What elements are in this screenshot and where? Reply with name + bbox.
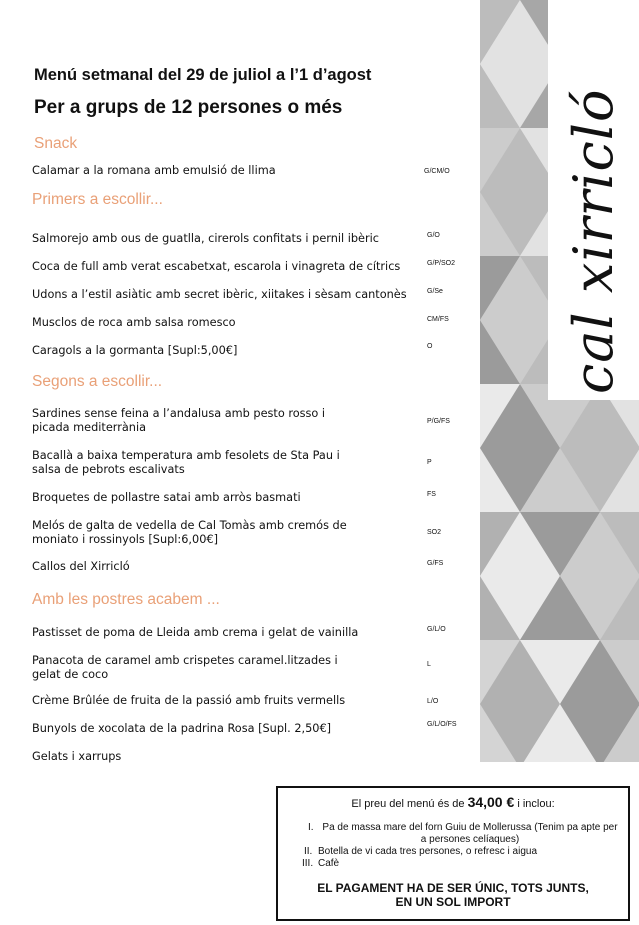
menu-item: Melós de galta de vedella de Cal Tomàs amb cremós de moniato i rossinyols [Supl:6,00€] [32, 519, 347, 546]
menu-item: Caragols a la gormanta [Supl:5,00€] [32, 344, 238, 357]
include-text: Botella de vi cada tres persones, o refresc i aigua [318, 846, 538, 857]
menu-item: Bacallà a baixa temperatura amb fesolets de Sta Pau i salsa de pebrots escalivats [32, 449, 340, 476]
price-intro-after: i inclou: [517, 798, 555, 810]
allergen-code: P/G/FS [427, 418, 450, 425]
menu-item: Coca de full amb verat escabetxat, escarola i vinagreta de cítrics [32, 260, 401, 273]
section-title-primers: Primers a escollir... [32, 191, 163, 208]
menu-item: Callos del Xirricló [32, 560, 130, 573]
include-text: Pa de massa mare del forn Guiu de Mollerussa (Tenim pa apte per a persones celíaques) [322, 822, 618, 845]
menu-item: Bunyols de xocolata de la padrina Rosa [Supl. 2,50€] [32, 722, 332, 735]
price-intro: El preu del menú és de [351, 798, 465, 810]
price-amount: 34,00 € [467, 794, 515, 810]
section-title-postres: Amb les postres acabem ... [32, 591, 220, 608]
allergen-code: G/CM/O [424, 168, 450, 175]
include-number: II. [304, 846, 313, 857]
price-info-box [276, 786, 630, 921]
logo [548, 0, 639, 400]
menu-item: Panacota de caramel amb crispetes caramel.litzades i gelat de coco [32, 654, 338, 681]
price-line [278, 794, 628, 810]
allergen-code: L [427, 661, 431, 668]
allergen-code: G/FS [427, 560, 444, 567]
include-number: I. [308, 822, 314, 833]
include-text: Cafè [318, 858, 340, 869]
menu-item: Broquetes de pollastre satai amb arròs basmati [32, 491, 301, 504]
payment-note-line1: EL PAGAMENT HA DE SER ÚNIC, TOTS JUNTS, [317, 881, 589, 895]
allergen-code: L/O [427, 698, 439, 705]
menu-item: Sardines sense feina a l’andalusa amb pesto rosso i picada mediterrània [32, 407, 326, 434]
allergen-code: FS [427, 491, 436, 498]
allergen-code: G/L/O [427, 626, 446, 633]
include-number: III. [302, 858, 314, 869]
svg-text:cal xirricló: cal xirricló [562, 88, 625, 394]
section-title-snack: Snack [34, 135, 78, 152]
allergen-code: P [427, 459, 432, 466]
menu-item: Crème Brûlée de fruita de la passió amb fruits vermells [32, 694, 346, 707]
allergen-code: O [427, 343, 433, 350]
menu-item: Udons a l’estil asiàtic amb secret ibèric, xiitakes i sèsam cantonès [32, 288, 407, 301]
menu-item: Gelats i xarrups [32, 750, 122, 763]
page-subtitle: Per a grups de 12 persones o més [34, 97, 343, 118]
logo-script [548, 0, 639, 400]
allergen-code: G/P/SO2 [427, 260, 456, 267]
menu-item: Musclos de roca amb salsa romesco [32, 316, 236, 329]
section-title-segons: Segons a escollir... [32, 373, 163, 390]
menu-item: Pastisset de poma de Lleida amb crema i gelat de vainilla [32, 626, 359, 639]
menu-item: Salmorejo amb ous de guatlla, cirerols confitats i pernil ibèric [32, 232, 380, 245]
allergen-code: G/L/O/FS [427, 721, 457, 728]
payment-note-line2: EN UN SOL IMPORT [395, 895, 511, 909]
allergen-code: G/Se [427, 288, 443, 295]
allergen-code: SO2 [427, 529, 442, 536]
page-title: Menú setmanal del 29 de juliol a l’1 d’agost [34, 66, 372, 84]
menu-item: Calamar a la romana amb emulsió de llima [32, 164, 276, 177]
allergen-code: G/O [427, 232, 440, 239]
allergen-code: CM/FS [427, 316, 449, 323]
